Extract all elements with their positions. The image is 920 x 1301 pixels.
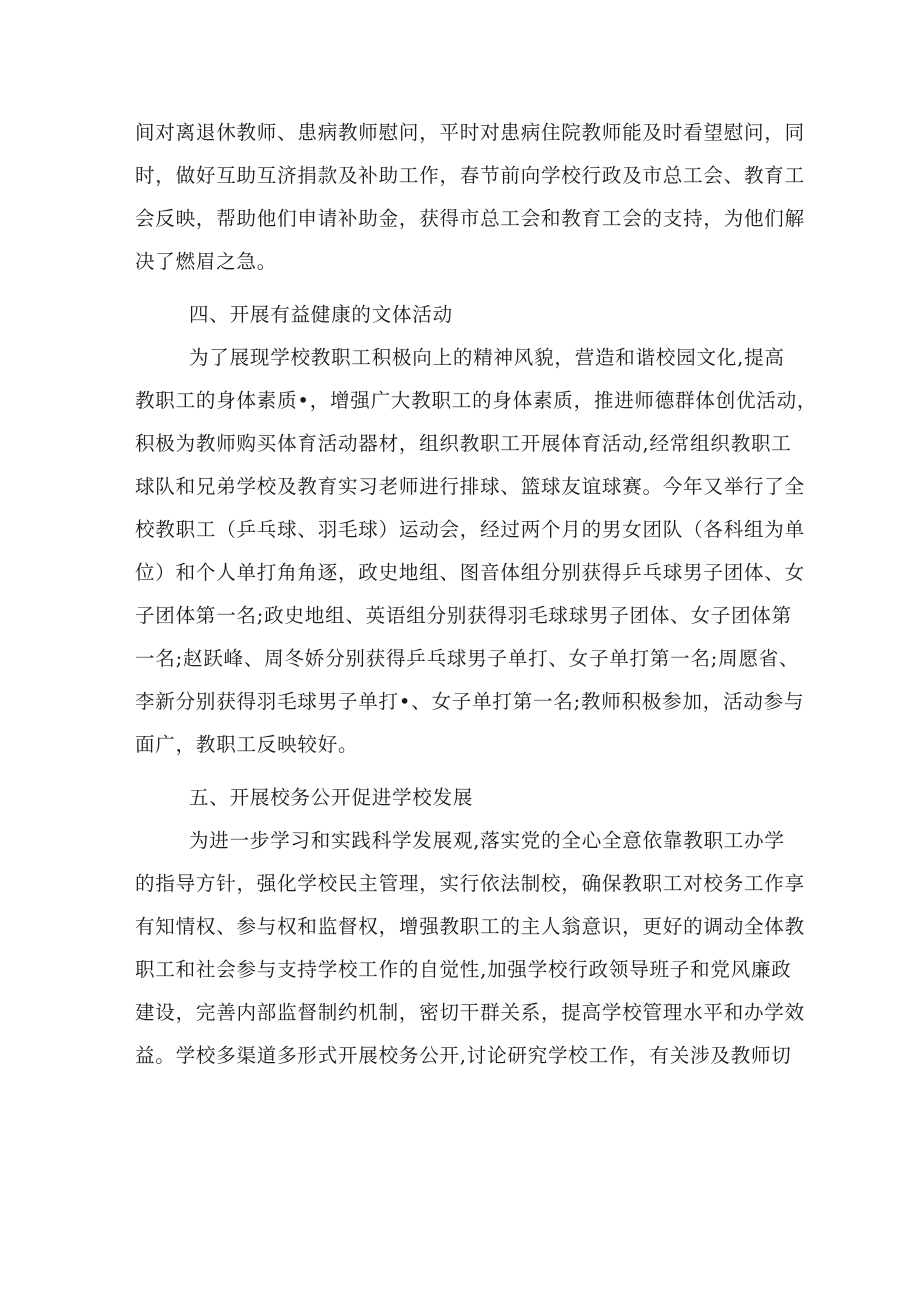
text-line: 面广，教职工反映较好。 xyxy=(135,733,359,756)
paragraph-1 xyxy=(135,111,810,283)
text-line: 一名;赵跃峰、周冬娇分别获得乒乓球男子单打、女子单打第一名;周愿省、 xyxy=(135,647,800,670)
text-line: 教职工的身体素质•，增强广大教职工的身体素质，推进师德群体创优活动， xyxy=(135,389,818,412)
text-line: 有知情权、参与权和监督权，增强教职工的主人翁意识，更好的调动全体教 xyxy=(135,915,805,938)
heading-text: 五、开展校务公开促进学校发展 xyxy=(189,786,474,809)
text-line: 间对离退休教师、患病教师慰问，平时对患病住院教师能及时看望慰问，同 xyxy=(135,121,805,144)
text-line: 职工和社会参与支持学校工作的自觉性,加强学校行政领导班子和党风廉政 xyxy=(135,958,792,981)
text-line: 时，做好互助互济捐款及补助工作，春节前向学校行政及市总工会、教育工 xyxy=(135,164,805,187)
text-line: 决了燃眉之急。 xyxy=(135,250,278,273)
text-line: 球队和兄弟学校及教育实习老师进行排球、篮球友谊球赛。今年又举行了全 xyxy=(135,475,805,498)
text-line: 为了展现学校教职工积极向上的精神风貌，营造和谐校园文化,提高 xyxy=(189,346,785,369)
section-heading-5 xyxy=(135,776,810,819)
text-line: 校教职工（乒乓球、羽毛球）运动会，经过两个月的男女团队（各科组为单 xyxy=(135,518,805,541)
text-line: 会反映，帮助他们申请补助金，获得市总工会和教育工会的支持，为他们解 xyxy=(135,207,805,230)
heading-text: 四、开展有益健康的文体活动 xyxy=(189,303,453,326)
text-line: 建设，完善内部监督制约机制，密切干群关系，提高学校管理水平和办学效 xyxy=(135,1001,805,1024)
paragraph-2 xyxy=(135,336,818,766)
text-line: 的指导方针，强化学校民主管理，实行依法制校，确保教职工对校务工作享 xyxy=(135,872,805,895)
section-heading-4 xyxy=(135,293,810,336)
text-line: 益。学校多渠道多形式开展校务公开,讨论研究学校工作，有关涉及教师切 xyxy=(135,1044,792,1067)
text-line: 积极为教师购买体育活动器材，组织教职工开展体育活动,经常组织教职工 xyxy=(135,432,792,455)
text-line: 子团体第一名;政史地组、英语组分别获得羽毛球球男子团体、女子团体第 xyxy=(135,604,792,627)
paragraph-3 xyxy=(135,819,810,1077)
text-line: 位）和个人单打角角逐，政史地组、图音体组分别获得乒乓球男子团体、女 xyxy=(135,561,805,584)
text-line: 李新分别获得羽毛球男子单打•、女子单打第一名;教师积极参加，活动参与 xyxy=(135,690,805,713)
text-line: 为进一步学习和实践科学发展观,落实党的全心全意依靠教职工办学 xyxy=(189,829,785,852)
